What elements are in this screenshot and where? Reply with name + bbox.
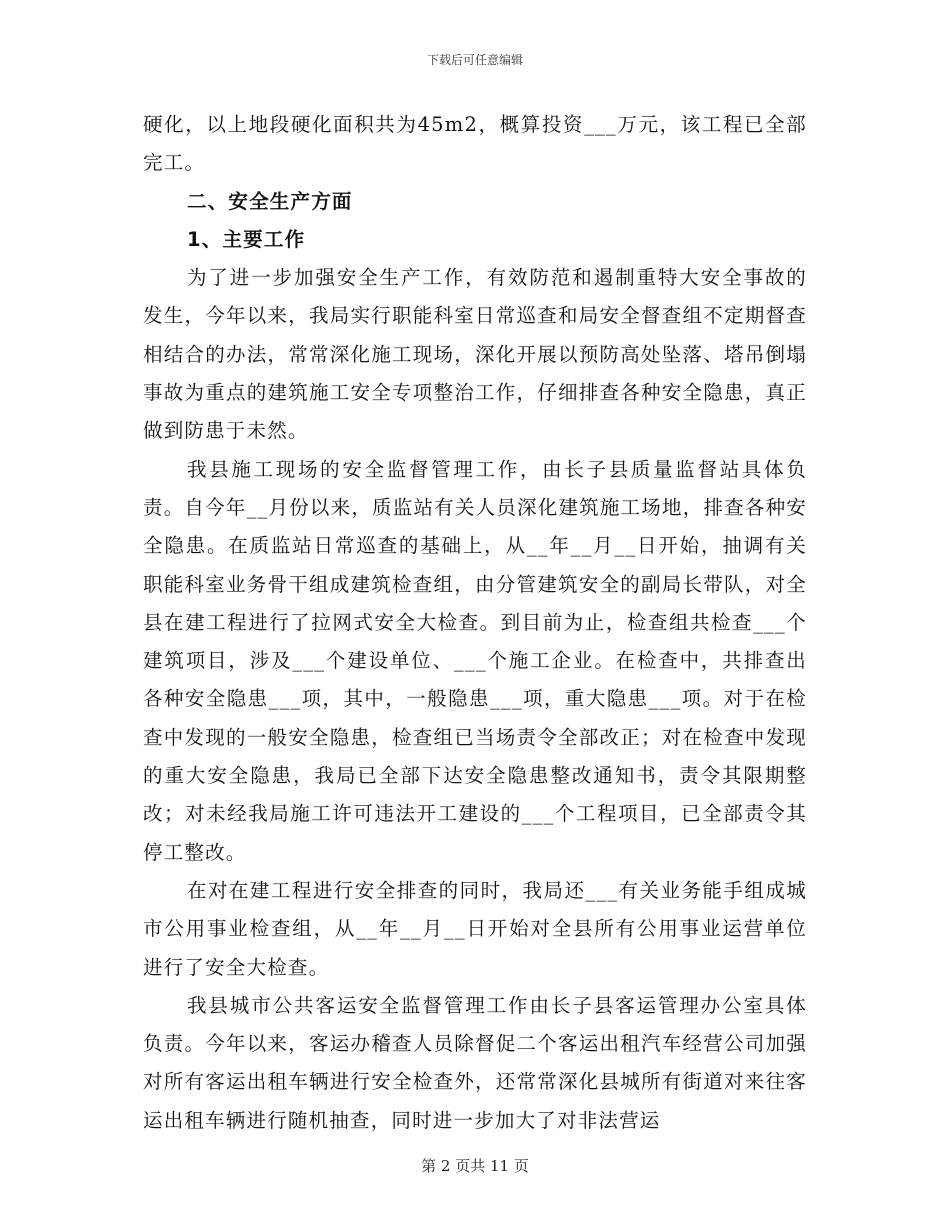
paragraph: 我县施工现场的安全监督管理工作，由长子县质量监督站具体负责。自今年__月份以来，质监站有关人员深化建筑施工场地，排查各种安全隐患。在质监站日常巡查的基础上，从__年__月__日开始，抽调有关职能科室业务骨干组成建筑检查组，由分管建筑安全的副局长带队，对全县在建工程进行了拉网式安全大检查。到目前为止，检查组共检查___个建筑项目，涉及___个建设单位、___个施工企业。在检查中，共排查出各种安全隐患___项，其中，一般隐患___项，重大隐患___项。对于在检查中发现的一般安全隐患，检查组已当场责令全部改正；对在检查中发现的重大安全隐患，我局已全部下达安全隐患整改通知书，责令其限期整改；对未经我局施工许可违法开工建设的___个工程项目，已全部责令其停工整改。 xyxy=(143,457,807,864)
paragraph-continued: 硬化，以上地段硬化面积共为45m2，概算投资___万元，该工程已全部完工。 xyxy=(143,113,807,175)
paragraph: 我县城市公共客运安全监督管理工作由长子县客运管理办公室具体负责。今年以来，客运办稽查人员除督促二个客运出租汽车经营公司加强对所有客运出租车辆进行安全检查外，还常常深化县城所有街道对来往客运出租车辆进行随机抽查，同时进一步加大了对非法营运 xyxy=(143,993,807,1132)
section-heading: 二、安全生产方面 xyxy=(187,189,353,213)
page-footer: 第 2 页共 11 页 xyxy=(421,1157,529,1175)
subsection-heading: 1、主要工作 xyxy=(187,227,306,251)
page-header: 下载后可任意编辑 xyxy=(426,53,523,67)
paragraph: 为了进一步加强安全生产工作，有效防范和遏制重特大安全事故的发生，今年以来，我局实行职能科室日常巡查和局安全督查组不定期督查相结合的办法，常常深化施工现场，深化开展以预防高处坠落、塔吊倒塌事故为重点的建筑施工安全专项整治工作，仔细排查各种安全隐患，真正做到防患于未然。 xyxy=(143,266,807,443)
document-body xyxy=(143,106,807,1140)
paragraph: 在对在建工程进行安全排查的同时，我局还___有关业务能手组成城市公用事业检查组，从__年__月__日开始对全县所有公用事业运营单位进行了安全大检查。 xyxy=(143,878,807,979)
